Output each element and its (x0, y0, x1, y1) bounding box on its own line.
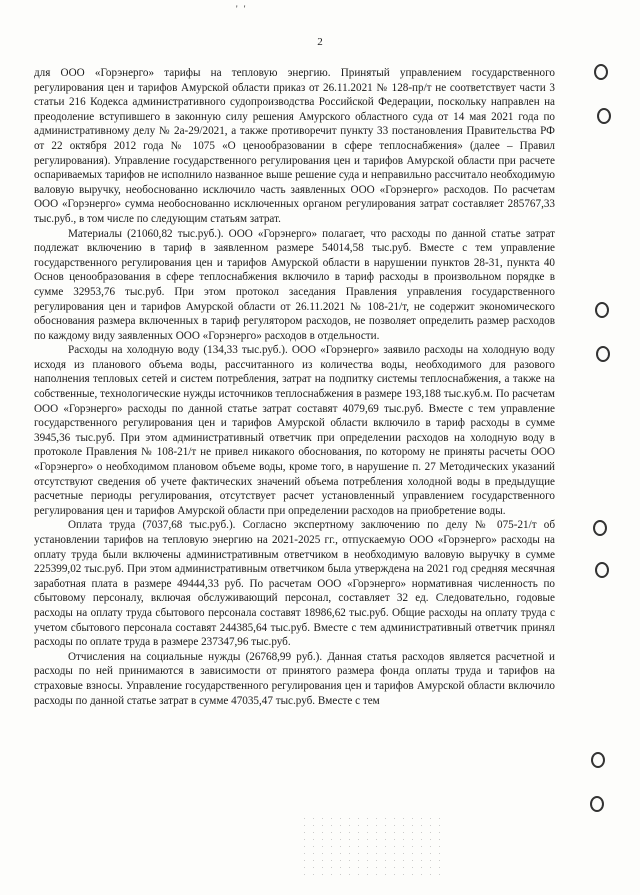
paragraph-intro: для ООО «Горэнерго» тарифы на тепловую энергию. Принятый управлением государственного регулирования цен и тарифов Амурской области приказ от 26.11.2021 № 128-пр/т не соответствует части 3 статьи 216 Кодекса административного судопроизводства Российской Федерации, поскольку направлен на преодоление вступившего в законную силу решения Амурского областного суда от 14 мая 2021 года по административному делу № 2а-29/2021, а также противоречит пункту 33 постановления Правительства РФ от 22 октября 2012 года № 1075 «О ценообразовании в сфере теплоснабжения» (далее – Правил регулирования). Управление государственного регулирования цен и тарифов Амурской области при расчете оспариваемых тарифов не исполнило названное выше решение суда и неправильно рассчитало необходимую валовую выручку, необоснованно исключило часть заявленных ООО «Горэнерго» расходов. По расчетам ООО «Горэнерго» сумма необоснованно исключенных органом регулирования затрат составляет 285767,33 тыс.руб., в том числе по следующим статьям затрат. (34, 67, 555, 225)
scan-noise (300, 815, 440, 875)
punch-hole-icon (595, 302, 609, 318)
punch-hole-icon (596, 346, 610, 362)
punch-hole-icon (591, 752, 605, 768)
paragraph-materials: Материалы (21060,82 тыс.руб.). ООО «Горэнерго» полагает, что расходы по данной статье затрат подлежат включению в тариф в заявленном размере 54014,58 тыс.руб. Вместе с тем управление государственного регулирования цен и тарифов Амурской области в нарушении пунктов 28-31, пункта 40 Основ ценообразования в сфере теплоснабжения включило в тариф расходы в произвольном порядке в сумме 32953,76 тыс.руб. При этом протокол заседания Правления управления государственного регулирования цен и тарифов Амурской области от 26.11.2021 № 108-21/т, не содержит экономического обоснования размера включенных в тариф регулятором расходов, не позволяет определить размер расходов по каждому виду заявленных ООО «Горэнерго» расходов в отдельности. (34, 227, 555, 342)
paragraph-social: Отчисления на социальные нужды (26768,99 руб.). Данная статья расходов является расчетной и расходы по ней принимаются в зависимости от принятого размера фонда оплаты труда и тарифов на страховые взносы. Управление государственного регулирования цен и тарифов Амурской области включило расходы по данной статье затрат в сумме 47035,47 тыс.руб. Вместе с тем (34, 650, 555, 707)
punch-hole-icon (590, 796, 604, 812)
page-number: 2 (317, 36, 323, 48)
punch-hole-icon (597, 108, 611, 124)
punch-hole-icon (593, 520, 607, 536)
punch-hole-icon (594, 64, 608, 80)
document-body (34, 66, 555, 708)
paragraph-cold-water: Расходы на холодную воду (134,33 тыс.руб.). ООО «Горэнерго» заявило расходы на холодную воду исходя из планового объема воды, рассчитанного из количества воды, необходимого для разового наполнения тепловых сетей и систем потребления, затрат на подпитку системы теплоснабжения, а также на собственные, технологические нужды источников теплоснабжения в размере 193,188 тыс.куб.м. По расчетам ООО «Горэнерго» расходы по данной статье затрат составят 4079,69 тыс.руб. Вместе с тем управление государственного регулирования цен и тарифов Амурской области включило в тариф расходы в сумме 3945,36 тыс.руб. При этом административный ответчик при определении расходов на холодную воду в протоколе Правления № 108-21/т не привел никакого обоснования, по которому не приняты расчеты ООО «Горэнерго» о необходимом плановом объеме воды, кроме того, в нарушение п. 27 Методических указаний отсутствуют сведения об учете фактических значений объема потребления холодной воды в предыдущие расчетные периоды регулирования, отсутствует расчет установленный управлением государственного регулирования цен и тарифов Амурской области при определении расходов на приобретение воды. (34, 344, 555, 517)
punch-hole-icon (595, 562, 609, 578)
scan-mark: ' ' (236, 4, 248, 14)
paragraph-labor: Оплата труда (7037,68 тыс.руб.). Согласно экспертному заключению по делу № 075-21/т об установлении тарифов на тепловую энергию на 2021-2025 гг., отпускаемую ООО «Горэнерго» расходы на оплату труда были включены административным ответчиком в необходимую валовую выручку в сумме 225399,02 тыс.руб. При этом административным ответчиком была утверждена на 2021 год средняя месячная заработная плата в размере 49444,33 руб. По расчетам ООО «Горэнерго» нормативная численность по сбытовому персоналу, включая обслуживающий персонал, составляет 32 ед. Следовательно, годовые расходы на оплату труда сбытового персонала составят 18986,62 тыс.руб. Общие расходы на оплату труда с учетом сбытового персонала составят 244385,64 тыс.руб. Вместе с тем административный ответчик принял расходы по оплате труда в размере 237347,96 тыс.руб. (34, 519, 555, 649)
